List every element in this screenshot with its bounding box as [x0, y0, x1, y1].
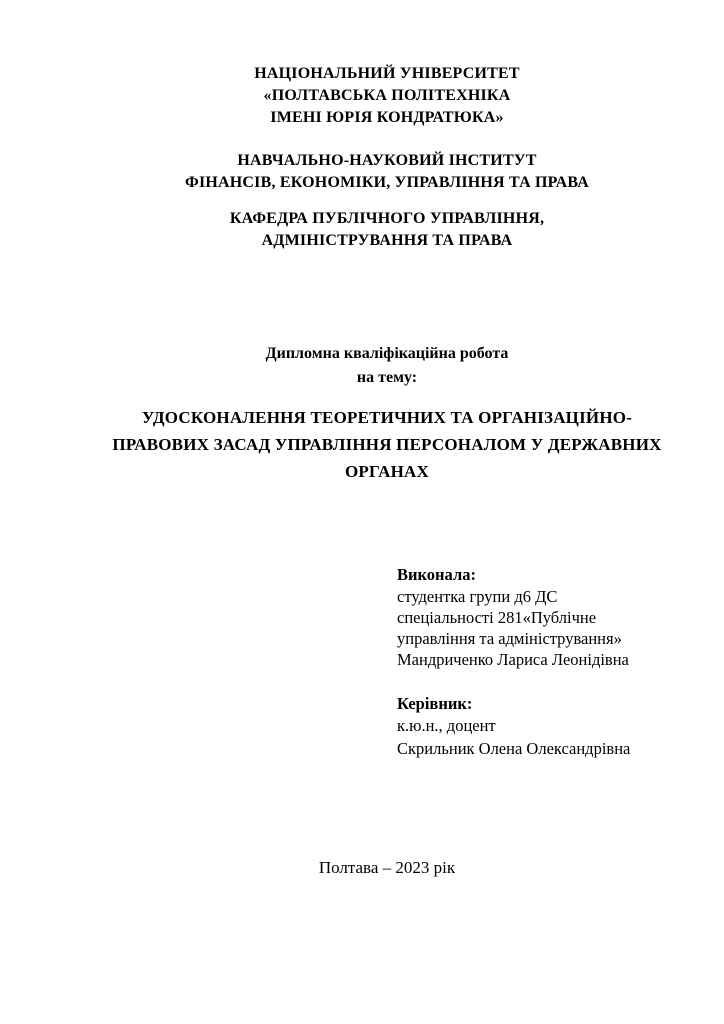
supervisor-label: Керівник: [397, 694, 473, 713]
thesis-title-line: ОРГАНАХ [344, 462, 430, 481]
executor-label: Виконала: [397, 565, 476, 584]
department-line: АДМІНІСТРУВАННЯ ТА ПРАВА [261, 232, 513, 249]
thesis-title [90, 404, 684, 485]
institute-line: НАВЧАЛЬНО-НАУКОВИЙ ІНСТИТУТ [237, 152, 537, 169]
institute-line: ФІНАНСІВ, ЕКОНОМІКИ, УПРАВЛІННЯ ТА ПРАВА [185, 174, 589, 191]
thesis-title-line: УДОСКОНАЛЕННЯ ТЕОРЕТИЧНИХ ТА ОРГАНІЗАЦІЙНО- [141, 408, 633, 427]
work-kind: Дипломна кваліфікаційна робота [265, 345, 509, 362]
executor-line: управління та адміністрування» [397, 629, 622, 648]
university-name-block [90, 63, 684, 129]
credits-gap [397, 670, 687, 692]
thesis-title-line: ПРАВОВИХ ЗАСАД УПРАВЛІННЯ ПЕРСОНАЛОМ У ДЕРЖАВНИХ [112, 435, 662, 454]
supervisor-name: Скрильник Олена Олександрівна [397, 739, 631, 758]
credits-block [397, 563, 687, 762]
work-topic-label: на тему: [356, 369, 418, 386]
institute-name-block [90, 150, 684, 194]
footer-city-year: Полтава – 2023 рік [318, 858, 456, 877]
university-line: ІМЕНІ ЮРІЯ КОНДРАТЮКА» [270, 109, 504, 126]
work-type-block [90, 342, 684, 390]
executor-line: спеціальності 281«Публічне [397, 608, 597, 627]
supervisor-degree: к.ю.н., доцент [397, 716, 496, 735]
executor-line: студентка групи д6 ДС [397, 587, 558, 606]
footer-city-year-block [90, 858, 684, 878]
department-name-block [90, 208, 684, 252]
university-line: «ПОЛТАВСЬКА ПОЛІТЕХНІКА [263, 87, 511, 104]
university-line: НАЦІОНАЛЬНИЙ УНІВЕРСИТЕТ [254, 65, 520, 82]
department-line: КАФЕДРА ПУБЛІЧНОГО УПРАВЛІННЯ, [229, 210, 545, 227]
executor-name: Мандриченко Лариса Леонідівна [397, 650, 629, 669]
